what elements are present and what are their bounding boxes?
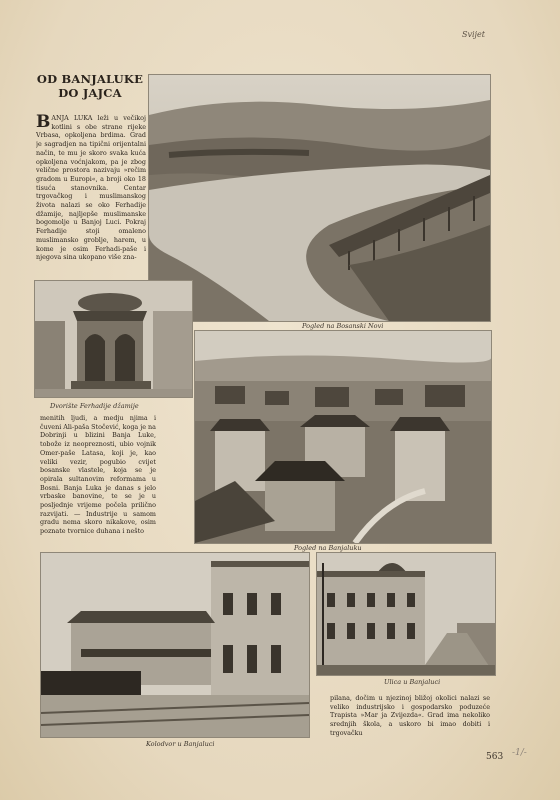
caption-station: Kolodvor u Banjaluci: [146, 740, 215, 748]
article-title: OD BANJALUKE DO JAJCA: [36, 72, 144, 100]
station-image: [41, 553, 309, 737]
caption-ferhadija: Dvorište Ferhadije džamije: [50, 402, 139, 410]
photo-river-bridge: [148, 74, 491, 322]
photo-ferhadija: [34, 280, 193, 398]
page-number: 563: [486, 752, 504, 762]
photo-street: [316, 552, 496, 676]
photo-banjaluka-view: [194, 330, 492, 544]
caption-street: Ulica u Banjaluci: [384, 678, 441, 686]
mosque-courtyard-image: [35, 281, 192, 397]
magazine-mark: Svijet: [462, 30, 485, 39]
article-column-1-text: ANJA LUKA leži u večikoj kotlini s obe strane rijeke Vrbasa, opkoljena brdima. Grad je sagradjen na tipični orijentalni način, te mu je skoro svaka kuća opkoljena voćnjakom, pa je zbog velične prostora nazivaju »rečim gradom u Europi«, a broji oko 18 tisuća stanovnika. Centar trgovačkog i muslimanskog života nalazi se oko Ferhadije džamije, najljepše muslimanske bogomolje u Banjoj Luci. Pokraj Ferhadije stoji omaleno muslimansko groblje, harem, u kome je osim Ferhadi-paše i njegova sina ukopano više zna-: [36, 114, 146, 262]
river-landscape-image: [149, 75, 490, 321]
town-view-image: [195, 331, 491, 543]
caption-banjaluka: Pogled na Banjaluku: [294, 544, 362, 552]
article-column-1: [36, 114, 146, 276]
article-column-3: pilana, dočim u njezinoj bližoj okolici nalazi se veliko industrijsko i gospodarsko poduzeće Trapista »Mar ja Zvijezda«. Grad ima nekoliko srednjih škola, a uskoro bi imao dobiti i trgovačku: [330, 694, 490, 737]
pencil-note: -1/-: [512, 748, 527, 758]
street-image: [317, 553, 495, 675]
drop-cap: B: [36, 114, 51, 132]
photo-railway-station: [40, 552, 310, 738]
article-column-2: menitih ljudi, a medju njima i čuveni Ali-paša Stočević, koga je na Dobrinji u blizini Banja Luke, tobože iz neopreznosti, ubio vojnik Omer-paše Latasa, koji je, kao veliki vezir, pogubio cvijet bosanske vlastele, koja se je opirala sultanovim reformama u Bosni. Banja Luka je danas s jelo vrbaske banovine, te se je u posljednje vrijeme počela prilično razvijati. — Industrije u samom gradu nema skoro nikakove, osim poznate tvornice duhana i nešto: [40, 414, 156, 536]
caption-bosanski-novi: Pogled na Bosanski Novi: [302, 322, 384, 330]
